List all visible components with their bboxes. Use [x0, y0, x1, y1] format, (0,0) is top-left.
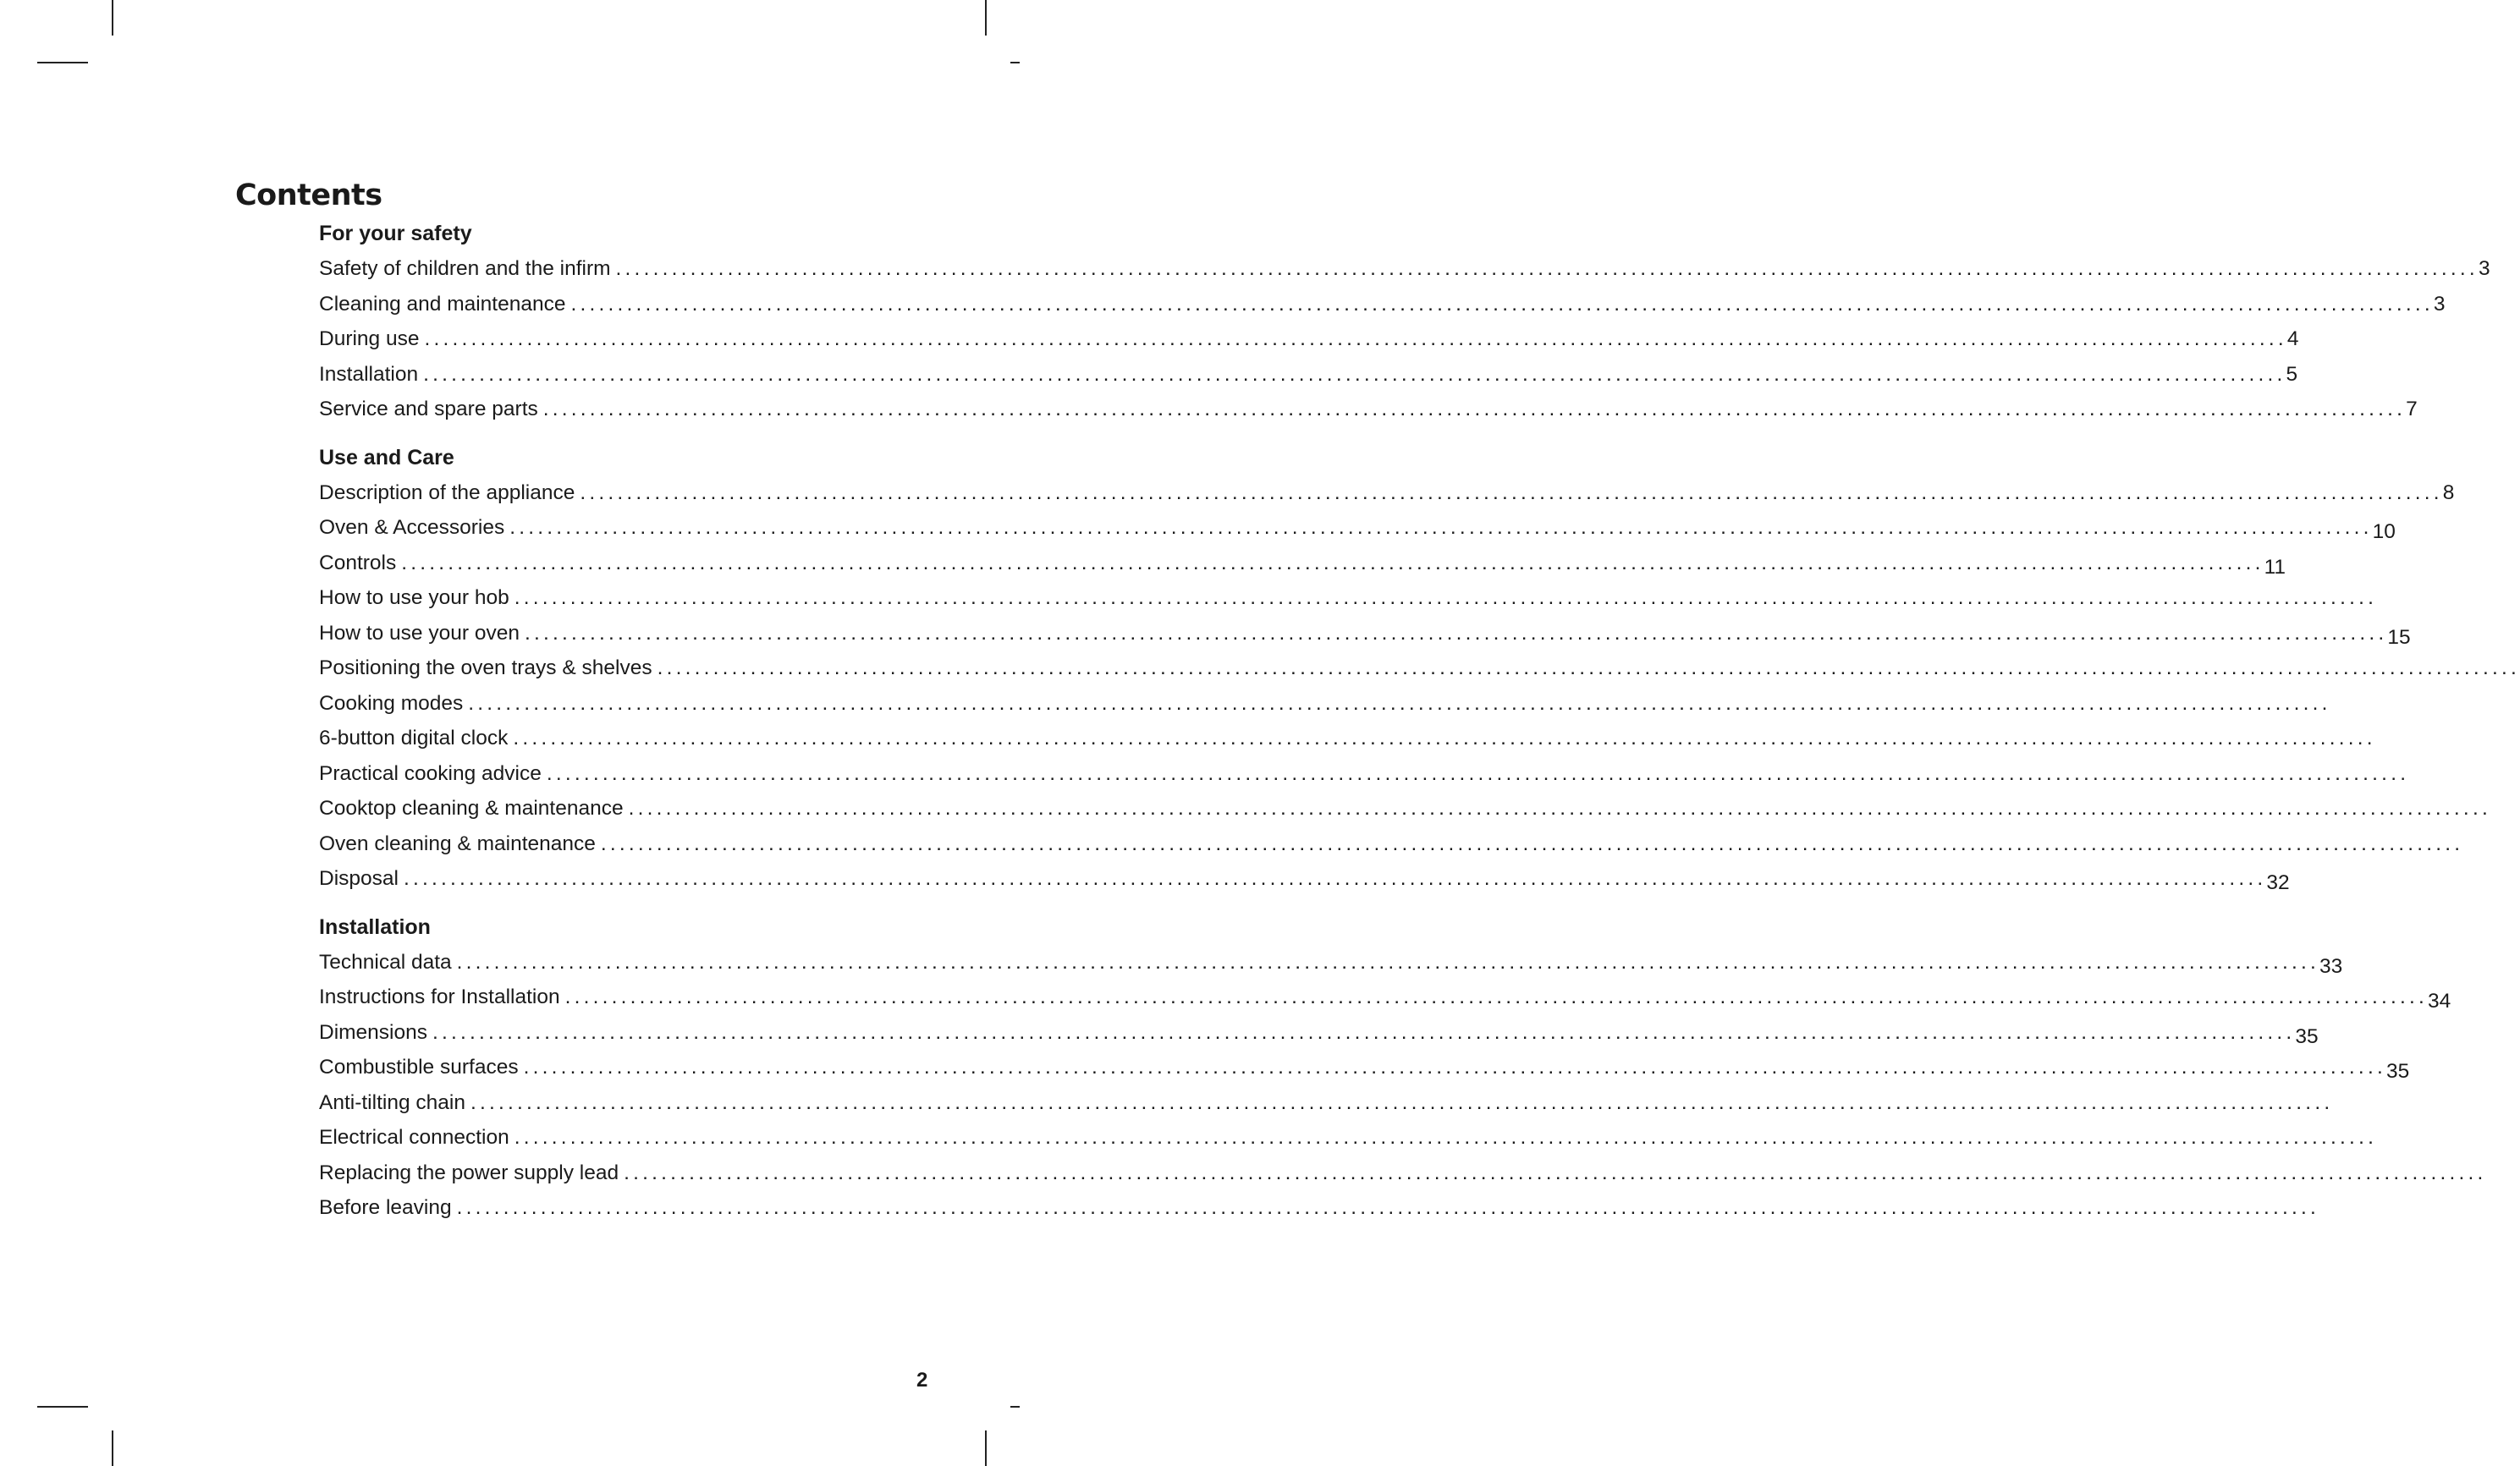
toc-entry-label: How to use your oven	[319, 621, 520, 645]
toc-entry-page: 34	[2428, 990, 2451, 1013]
table-of-contents	[319, 216, 2520, 1226]
page-number: 2	[916, 1369, 928, 1392]
crop-mark-top-right	[985, 0, 987, 36]
dot-leader: ........................................................................................................................................................................................................	[523, 1056, 2386, 1079]
toc-entry	[319, 756, 2410, 792]
toc-entry	[319, 980, 2451, 1015]
crop-mark-bottom-right	[985, 1430, 987, 1466]
dot-leader: ........................................................................................................................................................................................................	[424, 327, 2287, 350]
dot-leader: ........................................................................................................................................................................................................	[628, 797, 2491, 820]
dot-leader: ........................................................................................................................................................................................................	[514, 1126, 2378, 1149]
dot-leader: ........................................................................................................................................................................................................	[542, 398, 2407, 420]
dot-leader: ........................................................................................................................................................................................................	[546, 761, 2410, 785]
dot-leader: ........................................................................................................................................................................................................	[432, 1020, 2296, 1044]
toc-entry-label: During use	[319, 327, 420, 350]
toc-entry	[319, 475, 2455, 511]
dot-leader: ........................................................................................................................................................................................................	[600, 832, 2464, 855]
toc-entry	[319, 287, 2446, 322]
toc-entry-label: Dimensions	[319, 1020, 427, 1044]
dot-leader: ........................................................................................................................................................................................................	[570, 292, 2434, 316]
toc-entry-label: Instructions for Installation	[319, 986, 560, 1008]
crop-mark-bottom-left	[112, 1430, 113, 1466]
dot-leader: ........................................................................................................................................................................................................	[423, 362, 2286, 386]
toc-entry-label: 6-button digital clock	[319, 727, 509, 749]
toc-entry-page: 7	[2406, 398, 2418, 420]
toc-entry	[319, 945, 2343, 980]
toc-entry-label: Replacing the power supply lead	[319, 1161, 619, 1184]
toc-entry-page: 3	[2433, 292, 2446, 316]
toc-entry	[319, 1120, 2378, 1156]
dot-leader: ........................................................................................................................................................................................................	[456, 950, 2320, 974]
dot-leader: ........................................................................................................................................................................................................	[403, 867, 2267, 890]
toc-entry-label: Cooking modes	[319, 691, 464, 715]
toc-entry-page: 5	[2286, 362, 2298, 386]
toc-entry-page: 15	[2387, 625, 2411, 649]
toc-entry-page: 33	[2319, 954, 2343, 978]
toc-entry-label: Cooktop cleaning & maintenance	[319, 797, 624, 820]
crop-mark-top-left	[112, 0, 113, 36]
toc-entry	[319, 1190, 2320, 1226]
dot-leader: ........................................................................................................................................................................................................	[470, 1090, 2334, 1114]
dot-leader: ........................................................................................................................................................................................................	[624, 1161, 2487, 1184]
toc-entry-label: How to use your hob	[319, 586, 509, 609]
toc-entry-label: Cleaning and maintenance	[319, 292, 566, 316]
dot-leader: ........................................................................................................................................................................................................	[580, 480, 2443, 504]
toc-entry	[319, 861, 2290, 897]
toc-entry	[319, 686, 2331, 722]
toc-entry	[319, 616, 2411, 651]
toc-entry-label: Anti-tilting chain	[319, 1090, 465, 1114]
toc-entry-label: Safety of children and the infirm	[319, 257, 611, 280]
toc-entry	[319, 651, 2520, 686]
crop-mark-left-bottom	[37, 1406, 88, 1408]
section-heading: Use and Care	[319, 445, 454, 469]
toc-entry	[319, 251, 2490, 287]
toc-entry-page: 35	[2385, 1060, 2410, 1083]
section-heading: Installation	[319, 914, 431, 939]
toc-entry-label: Oven cleaning & maintenance	[319, 832, 596, 855]
dot-leader: ........................................................................................................................................................................................................	[514, 586, 2378, 609]
toc-entry	[319, 357, 2298, 393]
page-title: Contents	[235, 178, 382, 213]
dot-leader: ........................................................................................................................................................................................................	[524, 621, 2388, 645]
dot-leader: ........................................................................................................................................................................................................	[513, 727, 2376, 749]
toc-entry-page: 32	[2266, 871, 2290, 894]
toc-entry-label: Oven & Accessories	[319, 516, 505, 539]
section-heading: For your safety	[319, 222, 472, 245]
toc-entry	[319, 1015, 2319, 1051]
toc-entry	[319, 1156, 2487, 1191]
toc-entry-label: Before leaving	[319, 1196, 452, 1219]
toc-entry-page: 10	[2372, 520, 2396, 543]
toc-entry	[319, 580, 2378, 616]
toc-entry-label: Description of the appliance	[319, 480, 575, 504]
toc-entry-page: 35	[2295, 1024, 2319, 1048]
toc-entry	[319, 321, 2299, 357]
toc-entry-label: Electrical connection	[319, 1126, 509, 1149]
dot-leader: ........................................................................................................................................................................................................	[509, 516, 2373, 539]
toc-entry-label: Practical cooking advice	[319, 761, 542, 785]
toc-entry-label: Combustible surfaces	[319, 1056, 519, 1079]
toc-entry	[319, 826, 2464, 862]
toc-entry-page: 3	[2478, 257, 2490, 280]
dot-leader: ........................................................................................................................................................................................................	[564, 986, 2428, 1008]
toc-entry-label: Disposal	[319, 867, 399, 890]
dot-leader: ........................................................................................................................................................................................................	[468, 691, 2331, 715]
toc-entry	[319, 510, 2396, 546]
toc-entry-page: 11	[2264, 555, 2286, 579]
dot-leader: ........................................................................................................................................................................................................	[615, 257, 2479, 280]
crop-mark-right-bottom	[1010, 1406, 1020, 1408]
toc-entry-label: Service and spare parts	[319, 398, 538, 420]
crop-mark-right-top	[1010, 62, 1020, 63]
toc-entry-label: Technical data	[319, 950, 452, 974]
toc-entry	[319, 1085, 2334, 1121]
toc-entry	[319, 791, 2491, 826]
toc-entry-label: Installation	[319, 362, 419, 386]
crop-mark-left-top	[37, 62, 88, 63]
toc-entry	[319, 1050, 2410, 1085]
dot-leader: ........................................................................................................................................................................................................	[401, 551, 2264, 574]
toc-entry-label: Positioning the oven trays & shelves	[319, 656, 652, 679]
dot-leader: ........................................................................................................................................................................................................	[456, 1196, 2320, 1219]
toc-entry	[319, 392, 2418, 427]
toc-entry-page: 4	[2286, 327, 2299, 350]
toc-entry-label: Controls	[319, 551, 397, 574]
toc-entry	[319, 721, 2376, 756]
toc-entry-page: 8	[2442, 480, 2455, 504]
dot-leader: ........................................................................................................................................................................................................	[657, 656, 2520, 679]
toc-entry	[319, 546, 2286, 581]
